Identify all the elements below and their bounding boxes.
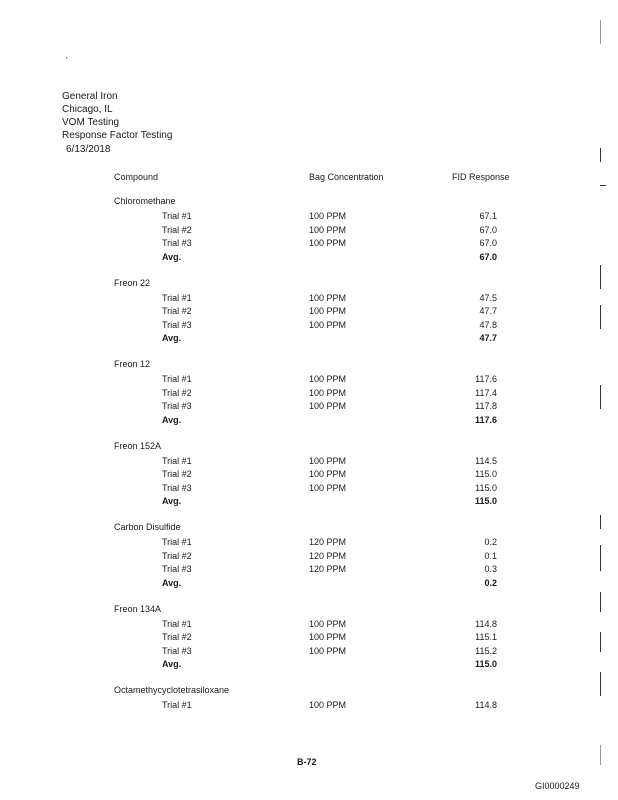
fid-response: 47.7	[479, 306, 497, 317]
trial-row	[0, 401, 618, 415]
trial-label: Trial #2	[162, 306, 192, 317]
trial-row	[0, 211, 618, 225]
trial-label: Trial #1	[162, 618, 192, 629]
fid-response: 115.0	[475, 482, 497, 493]
trial-row	[0, 551, 618, 565]
average-row	[0, 496, 618, 510]
scan-edge-mark	[600, 632, 601, 652]
fid-response: 67.0	[479, 238, 497, 249]
trial-label: Trial #2	[162, 387, 192, 398]
average-row	[0, 333, 618, 347]
trial-row	[0, 469, 618, 483]
bag-concentration: 100 PPM	[309, 292, 347, 303]
subtitle: Response Factor Testing	[62, 130, 173, 141]
trial-label: Trial #2	[162, 550, 192, 561]
scan-edge-mark	[600, 592, 601, 612]
compound-name: Freon 152A	[114, 440, 162, 451]
compound-name: Freon 12	[114, 359, 151, 369]
average-row	[0, 578, 618, 592]
trial-label: Trial #1	[162, 374, 192, 384]
bag-concentration: 100 PPM	[309, 618, 347, 629]
scan-edge-mark	[600, 148, 601, 162]
trial-row	[0, 238, 618, 252]
bag-concentration: 120 PPM	[309, 537, 347, 547]
trial-row	[0, 388, 618, 402]
fid-response: 117.6	[475, 374, 497, 384]
fid-response: 47.7	[479, 333, 497, 344]
fid-response: 117.6	[474, 414, 497, 425]
fid-response: 47.5	[479, 292, 497, 303]
bag-concentration: 100 PPM	[309, 224, 347, 235]
trial-label: Trial #1	[162, 211, 192, 221]
trial-row	[0, 293, 618, 307]
trial-label: Avg.	[162, 659, 182, 670]
bag-concentration: 100 PPM	[309, 306, 347, 317]
trial-row	[0, 225, 618, 239]
trial-row	[0, 564, 618, 578]
column-header-compound: Compound	[114, 172, 159, 182]
compound-name: Chloromethane	[114, 196, 176, 206]
scan-edge-mark	[600, 185, 606, 186]
compound-name: Freon 134A	[114, 603, 162, 614]
trial-label: Trial #3	[162, 482, 192, 493]
bag-concentration: 100 PPM	[309, 632, 347, 643]
scan-edge-mark	[600, 515, 601, 529]
trial-row	[0, 320, 618, 334]
document-id: GI0000249	[535, 781, 580, 791]
scan-edge-mark	[600, 305, 601, 329]
fid-response: 117.4	[475, 387, 497, 398]
bag-concentration: 100 PPM	[309, 700, 347, 710]
trial-label: Avg.	[162, 251, 182, 262]
bag-concentration: 100 PPM	[309, 319, 347, 330]
fid-response: 115.0	[474, 659, 497, 670]
bag-concentration: 100 PPM	[309, 455, 347, 466]
company-name: General Iron	[62, 91, 118, 102]
bag-concentration: 100 PPM	[309, 374, 347, 384]
trial-label: Trial #2	[162, 632, 192, 643]
scan-edge-mark	[600, 672, 601, 696]
trial-label: Avg.	[162, 414, 182, 425]
trial-row	[0, 306, 618, 320]
scan-edge-mark	[600, 745, 601, 765]
scan-edge-mark	[600, 20, 601, 44]
trial-label: Trial #3	[162, 401, 192, 412]
fid-response: 67.1	[479, 211, 497, 221]
fid-response: 114.5	[475, 455, 497, 466]
location: Chicago, IL	[62, 104, 113, 115]
trial-label: Trial #1	[162, 700, 192, 710]
trial-label: Trial #1	[162, 292, 192, 303]
fid-response: 67.0	[479, 224, 497, 235]
bag-concentration: 100 PPM	[309, 645, 347, 656]
trial-label: Trial #1	[162, 455, 192, 466]
compound-name: Freon 22	[114, 277, 151, 288]
scan-edge-mark	[600, 545, 601, 571]
trial-label: Trial #3	[162, 319, 192, 330]
fid-response: 0.2	[484, 537, 497, 547]
trial-row	[0, 646, 618, 660]
trial-label: Trial #3	[162, 564, 192, 575]
trial-label: Trial #3	[162, 238, 192, 249]
fid-response: 115.2	[475, 645, 497, 656]
test-type: VOM Testing	[62, 117, 120, 128]
trial-row	[0, 537, 618, 551]
trial-label: Trial #3	[162, 645, 192, 656]
stray-mark: '	[66, 56, 68, 65]
column-header-bag-concentration: Bag Concentration	[309, 172, 384, 182]
bag-concentration: 120 PPM	[309, 564, 347, 575]
trial-label: Trial #1	[162, 537, 192, 547]
page-number: B-72	[297, 757, 317, 767]
fid-response: 0.2	[484, 577, 497, 588]
bag-concentration: 100 PPM	[309, 401, 347, 412]
average-row	[0, 659, 618, 673]
fid-response: 115.0	[474, 496, 497, 507]
trial-label: Avg.	[162, 333, 182, 344]
test-date: 6/13/2018	[66, 144, 111, 155]
trial-row	[0, 700, 618, 714]
scan-edge-mark	[600, 265, 601, 289]
trial-row	[0, 619, 618, 633]
average-row	[0, 252, 618, 266]
trial-row	[0, 374, 618, 388]
fid-response: 115.0	[475, 469, 497, 480]
fid-response: 0.1	[484, 550, 497, 561]
fid-response: 117.8	[475, 401, 497, 412]
bag-concentration: 100 PPM	[309, 238, 347, 249]
trial-label: Trial #2	[162, 469, 192, 480]
trial-label: Trial #2	[162, 224, 192, 235]
column-header-fid-response: FID Response	[452, 172, 510, 182]
bag-concentration: 120 PPM	[309, 550, 347, 561]
compound-name: Octamethycyclotetrasiloxane	[114, 685, 230, 695]
bag-concentration: 100 PPM	[309, 211, 347, 221]
fid-response: 115.1	[475, 632, 497, 643]
trial-label: Avg.	[162, 496, 182, 507]
bag-concentration: 100 PPM	[309, 387, 347, 398]
trial-row	[0, 483, 618, 497]
fid-response: 0.3	[484, 564, 497, 575]
compound-name: Carbon Disulfide	[114, 522, 181, 532]
trial-row	[0, 632, 618, 646]
trial-row	[0, 456, 618, 470]
average-row	[0, 415, 618, 429]
fid-response: 114.8	[475, 700, 497, 710]
bag-concentration: 100 PPM	[309, 482, 347, 493]
bag-concentration: 100 PPM	[309, 469, 347, 480]
fid-response: 47.8	[479, 319, 497, 330]
trial-label: Avg.	[162, 577, 182, 588]
fid-response: 67.0	[479, 251, 497, 262]
fid-response: 114.8	[475, 618, 497, 629]
scan-edge-mark	[600, 385, 601, 409]
